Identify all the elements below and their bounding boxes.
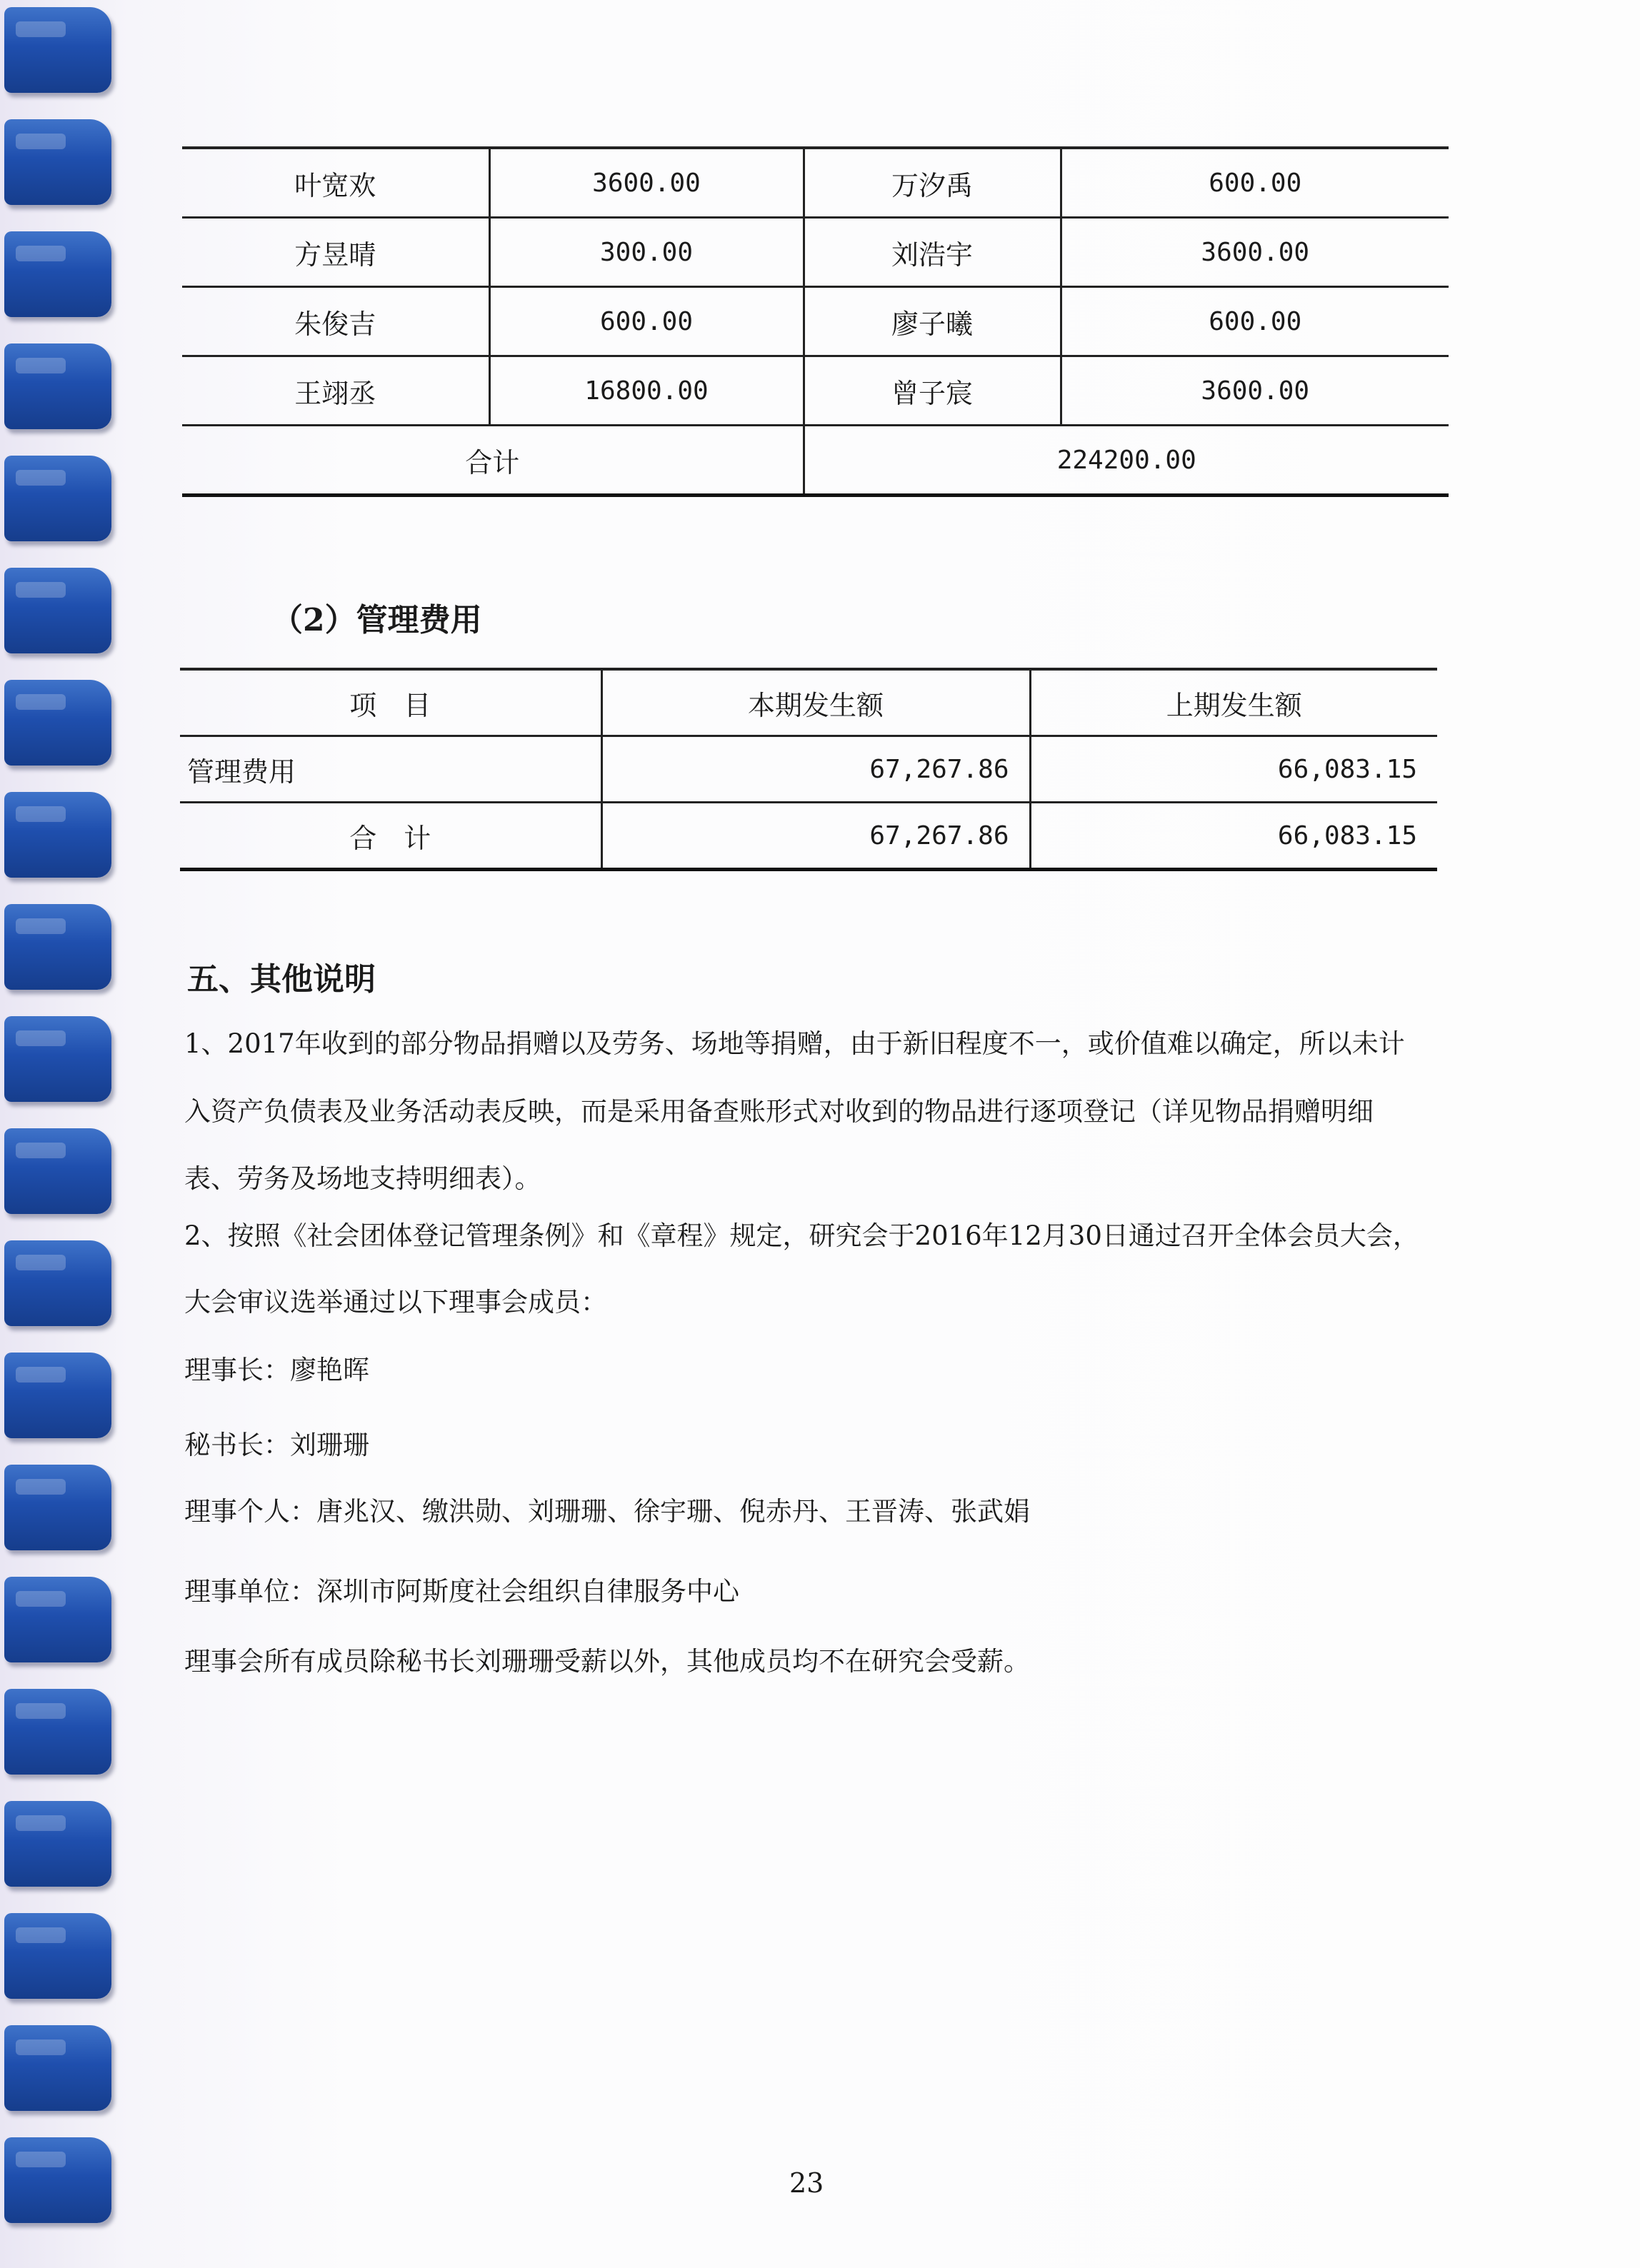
section-heading-management-fee: （2）管理费用 [271, 602, 482, 638]
page-number: 23 [789, 2167, 824, 2199]
paragraph-line: 大会审议选举通过以下理事会成员： [184, 1287, 607, 1318]
donor-name: 万汐禹 [804, 148, 1061, 218]
item-label: 管理费用 [180, 736, 601, 803]
binding-ring [4, 7, 111, 93]
binding-ring [4, 1128, 111, 1214]
binding-ring [4, 343, 111, 429]
binding-ring [4, 231, 111, 317]
binding-ring [4, 904, 111, 990]
donor-name: 方昱晴 [182, 218, 489, 287]
table-row [182, 287, 1449, 356]
binding-ring [4, 456, 111, 541]
donor-name: 叶宽欢 [182, 148, 489, 218]
binding-ring [4, 1016, 111, 1102]
donation-amount: 600.00 [1061, 148, 1449, 218]
binding-ring [4, 568, 111, 653]
spiral-binding [0, 0, 136, 2268]
paragraph-line: 2、按照《社会团体登记管理条例》和《章程》规定，研究会于2016年12月30日通过召开全体会员大会， [184, 1220, 1419, 1251]
binding-ring [4, 1353, 111, 1438]
binding-ring [4, 1240, 111, 1326]
binding-ring [4, 2025, 111, 2111]
donation-amount: 600.00 [489, 287, 804, 356]
paragraph-line: 理事长：廖艳晖 [184, 1355, 369, 1385]
table-row [182, 356, 1449, 426]
binding-ring [4, 1465, 111, 1550]
table-row [182, 148, 1449, 218]
table-row [180, 736, 1437, 803]
binding-ring [4, 1913, 111, 1999]
binding-ring [4, 792, 111, 878]
binding-ring [4, 2137, 111, 2223]
donation-amount: 3600.00 [1061, 356, 1449, 426]
donor-name: 曾子宸 [804, 356, 1061, 426]
binding-ring [4, 1577, 111, 1662]
column-header-current: 本期发生额 [601, 669, 1030, 736]
donor-name: 朱俊吉 [182, 287, 489, 356]
current-amount: 67,267.86 [601, 803, 1030, 870]
donation-amount: 3600.00 [1061, 218, 1449, 287]
previous-amount: 66,083.15 [1030, 736, 1437, 803]
binding-ring [4, 680, 111, 766]
column-header-item: 项 目 [180, 669, 601, 736]
binding-ring [4, 1801, 111, 1887]
paragraph-line: 理事单位：深圳市阿斯度社会组织自律服务中心 [184, 1576, 739, 1607]
total-row [182, 426, 1449, 496]
paragraph-line: 入资产负债表及业务活动表反映，而是采用备查账形式对收到的物品进行逐项登记（详见物品捐赠明细 [184, 1096, 1374, 1127]
donation-table [182, 146, 1449, 497]
table-header-row [180, 669, 1437, 736]
paragraph-line: 1、2017年收到的部分物品捐赠以及劳务、场地等捐赠，由于新旧程度不一，或价值难以确定，所以未计 [184, 1028, 1405, 1059]
total-row [180, 803, 1437, 870]
binding-ring [4, 119, 111, 205]
previous-amount: 66,083.15 [1030, 803, 1437, 870]
donation-amount: 300.00 [489, 218, 804, 287]
total-label: 合计 [182, 426, 804, 496]
paragraph-line: 表、劳务及场地支持明细表）。 [184, 1163, 541, 1194]
binding-ring [4, 1689, 111, 1775]
donation-amount: 600.00 [1061, 287, 1449, 356]
donation-amount: 16800.00 [489, 356, 804, 426]
management-fee-table [180, 668, 1437, 871]
donor-name: 刘浩宇 [804, 218, 1061, 287]
section-heading-other-notes: 五、其他说明 [187, 961, 376, 998]
total-label: 合 计 [180, 803, 601, 870]
table-row [182, 218, 1449, 287]
donation-amount: 3600.00 [489, 148, 804, 218]
donor-name: 王翊丞 [182, 356, 489, 426]
paragraph-line: 秘书长：刘珊珊 [184, 1430, 369, 1460]
donor-name: 廖子曦 [804, 287, 1061, 356]
current-amount: 67,267.86 [601, 736, 1030, 803]
total-value: 224200.00 [804, 426, 1449, 496]
paragraph-line: 理事会所有成员除秘书长刘珊珊受薪以外，其他成员均不在研究会受薪。 [184, 1646, 1030, 1677]
paragraph-line: 理事个人：唐兆汉、缴洪勋、刘珊珊、徐宇珊、倪赤丹、王晋涛、张武娟 [184, 1496, 1030, 1527]
column-header-previous: 上期发生额 [1030, 669, 1437, 736]
